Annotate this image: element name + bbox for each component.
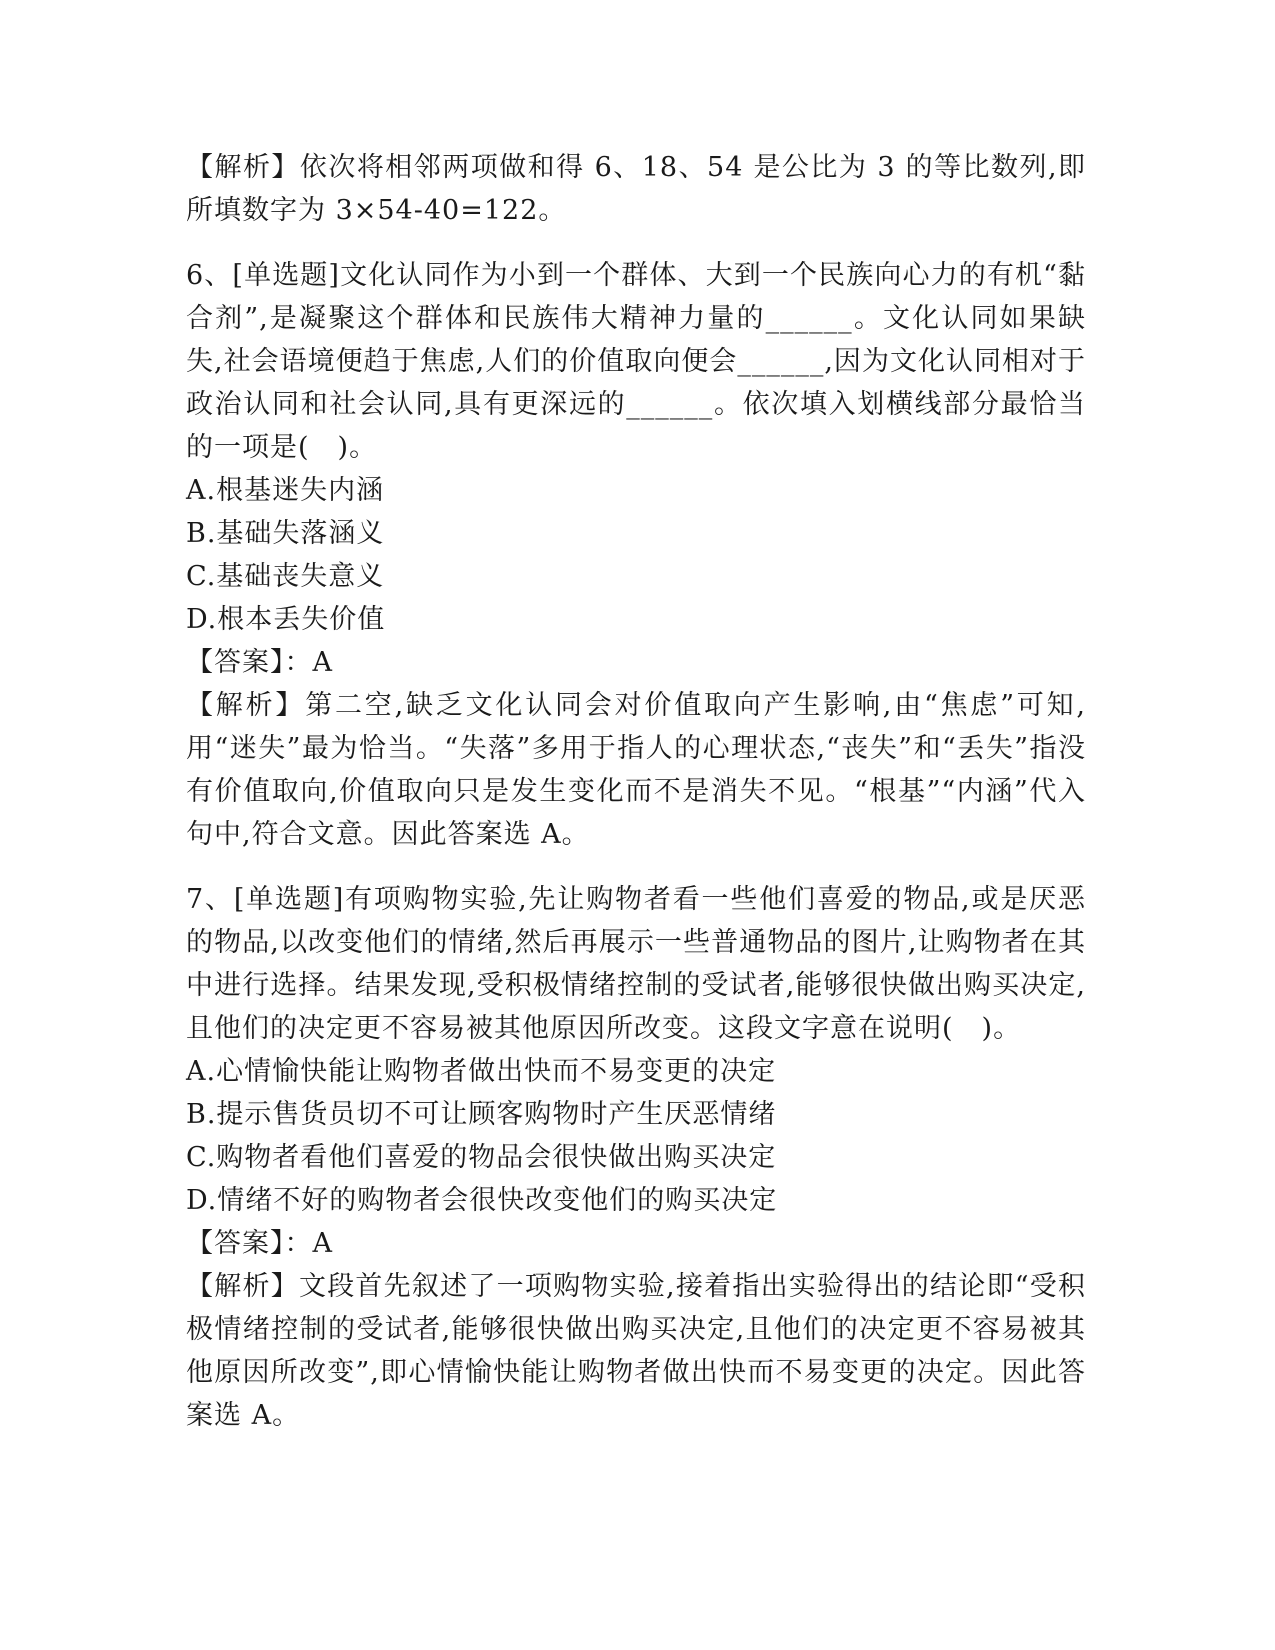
prev-analysis-text: 【解析】依次将相邻两项做和得 6、18、54 是公比为 3 的等比数列,即所填数字为 3×54-40=122。 [186, 152, 1086, 226]
q6-question-text: 6、[单选题]文化认同作为小到一个群体、大到一个民族向心力的有机“黏合剂”,是凝聚这个群体和民族伟大精神力量的______。文化认同如果缺失,社会语境便趋于焦虑,人们的价值取向便会______,因为文化认同相对于政治认同和社会认同,具有更深远的______。依次填入划横线部分最恰当的一项是( )。 [186, 260, 1086, 463]
q7-analysis-text: 【解析】文段首先叙述了一项购物实验,接着指出实验得出的结论即“受积极情绪控制的受试者,能够很快做出购买决定,且他们的决定更不容易被其他原因所改变”,即心情愉快能让购物者做出快而不易变更的决定。因此答案选 A。 [186, 1271, 1086, 1431]
q6-option-c: C.基础丧失意义 [186, 561, 385, 592]
q7-option-d: D.情绪不好的购物者会很快改变他们的购买决定 [186, 1185, 778, 1216]
q7-option-c: C.购物者看他们喜爱的物品会很快做出购买决定 [186, 1142, 777, 1173]
q7-option-a: A.心情愉快能让购物者做出快而不易变更的决定 [186, 1056, 777, 1087]
spacer [186, 856, 1086, 878]
q6-analysis-text: 【解析】第二空,缺乏文化认同会对价值取向产生影响,由“焦虑”可知,用“迷失”最为恰当。“失落”多用于指人的心理状态,“丧失”和“丢失”指没有价值取向,价值取向只是发生变化而不是消失不见。“根基”“内涵”代入句中,符合文意。因此答案选 A。 [186, 690, 1086, 850]
spacer [186, 232, 1086, 254]
q7-answer: 【答案】：A [186, 1228, 333, 1259]
q7-question-text: 7、[单选题]有项购物实验,先让购物者看一些他们喜爱的物品,或是厌恶的物品,以改变他们的情绪,然后再展示一些普通物品的图片,让购物者在其中进行选择。结果发现,受积极情绪控制的受试者,能够很快做出购买决定,且他们的决定更不容易被其他原因所改变。这段文字意在说明( )。 [186, 884, 1086, 1044]
q6-option-b: B.基础失落涵义 [186, 518, 385, 549]
q6-option-a: A.根基迷失内涵 [186, 475, 385, 506]
q7-option-b: B.提示售货员切不可让顾客购物时产生厌恶情绪 [186, 1099, 777, 1130]
document-page [186, 146, 1086, 1437]
q6-answer: 【答案】：A [186, 647, 333, 678]
q6-option-d: D.根本丢失价值 [186, 604, 386, 635]
